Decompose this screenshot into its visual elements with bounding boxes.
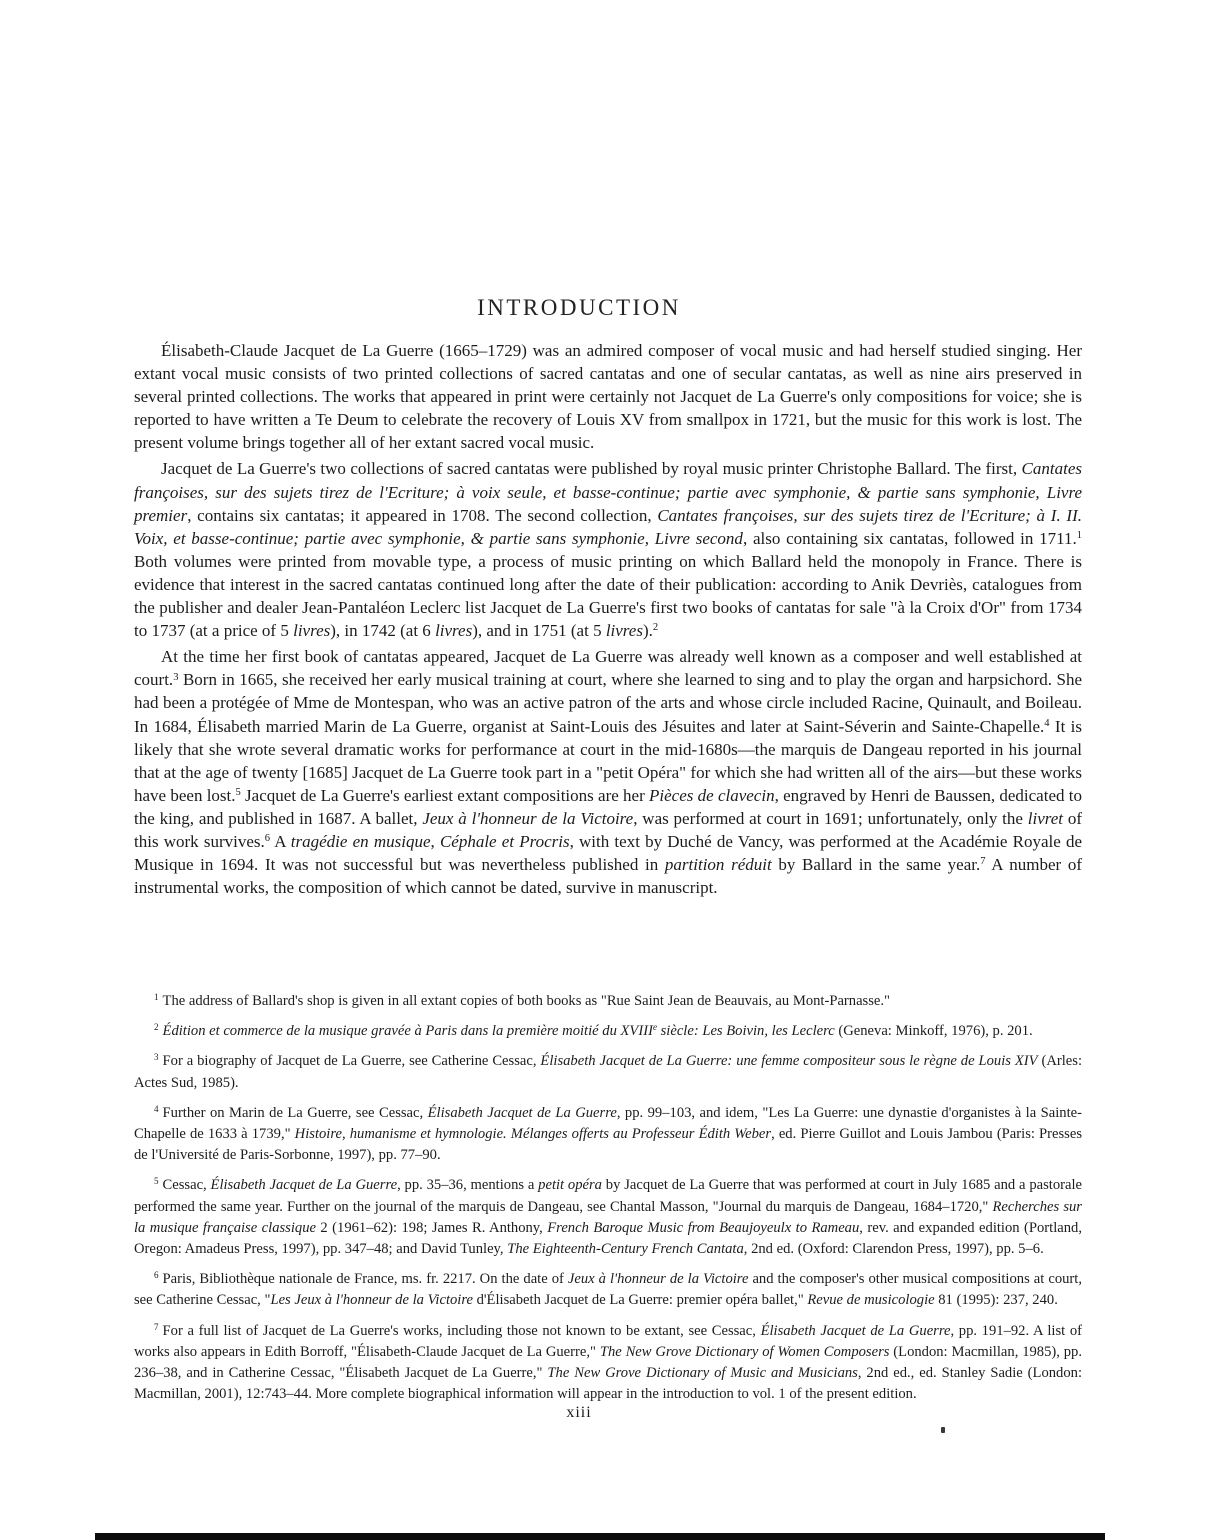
footnote-number: 2 xyxy=(154,1022,159,1033)
text-run: Cessac, xyxy=(162,1177,211,1194)
footnote xyxy=(134,1021,1082,1042)
text-run: For a biography of Jacquet de La Guerre, see Catherine Cessac, xyxy=(162,1053,541,1070)
footnote-ref: 5 xyxy=(235,786,241,798)
text-run: , rev. and expanded edition (Portland, Oregon: Amadeus Press, 1997), pp. 347–48; and David Tunley, xyxy=(134,1219,1082,1258)
text-run: , 2nd ed. (Oxford: Clarendon Press, 1997), pp. 5–6. xyxy=(743,1241,1044,1258)
footnote-number: 4 xyxy=(154,1103,159,1114)
text-run: ), and in 1751 (at 5 xyxy=(472,621,606,641)
text-run: Paris, Bibliothèque nationale de France, ms. fr. 2217. On the date of xyxy=(162,1271,568,1288)
text-run: The address of Ballard's shop is given in all extant copies of both books as "Rue Saint Jean de Beauvais, au Mont-Parnasse." xyxy=(162,993,890,1009)
page-title: INTRODUCTION xyxy=(477,295,681,321)
italic-run: Élisabeth Jacquet de La Guerre xyxy=(427,1104,617,1121)
footnote-number: 1 xyxy=(154,992,159,1003)
body-paragraph xyxy=(134,457,1082,642)
text-run: Élisabeth-Claude Jacquet de La Guerre (1665–1729) was an admired composer of vocal music and had herself studied singing. Her extant vocal music consists of two printed collections of sacred cantatas and one of secular cantatas, as well as nine airs preserved in several printed collections. The works that appeared in print were certainly not Jacquet de La Guerre's only compositions for voice; she is reported to have written a Te Deum to celebrate the recovery of Louis XV from smallpox in 1721, but the music for this work is lost. The present volume brings together all of her extant sacred vocal music. xyxy=(134,341,1082,453)
footnote-number: 6 xyxy=(154,1270,159,1281)
text-run: by Ballard in the same year. xyxy=(771,855,981,875)
text-run: Further on Marin de La Guerre, see Cessac, xyxy=(162,1104,428,1121)
italic-run: Jeux à l'honneur de la Victoire xyxy=(567,1271,749,1288)
footnote-section xyxy=(134,991,1082,1414)
text-run: , was performed at court in 1691; unfortunately, only the xyxy=(633,808,1028,828)
footnote-ref: 6 xyxy=(264,833,271,845)
italic-run: livres xyxy=(605,621,643,641)
text-run: ). xyxy=(642,621,653,641)
italic-run: Les Jeux à l'honneur de la Victoire xyxy=(270,1292,473,1309)
page-number: xiii xyxy=(566,1404,592,1421)
footnote xyxy=(134,1051,1082,1093)
italic-run: Histoire, humanisme et hymnologie. Mélanges offerts au Professeur Édith Weber xyxy=(294,1126,772,1143)
text-run: , pp. 191–92. A list of works also appears in Edith Borroff, "Élisabeth-Claude Jacquet de La Guerre," xyxy=(134,1322,1082,1360)
footnote xyxy=(134,1175,1082,1260)
footnote-ref: 7 xyxy=(980,856,986,868)
text-run: 2 (1961–62): 198; James R. Anthony, xyxy=(315,1219,548,1236)
text-run: Jacquet de La Guerre's two collections of sacred cantatas were published by royal music printer Christophe Ballard. The first, xyxy=(161,459,1022,479)
text-run: of this work survives. xyxy=(134,808,1082,851)
text-run: , contains six cantatas; it appeared in 1708. The second collection, xyxy=(187,505,658,525)
superscript-run xyxy=(653,1022,657,1032)
text-run: , xyxy=(430,831,440,851)
italic-run: petit opéra xyxy=(538,1177,602,1194)
body-text xyxy=(134,339,1082,902)
text-run: Born in 1665, she received her early musical training at court, where she learned to sing and to play the organ and harpsichord. She had been a protégée of Mme de Montespan, who was an active patron of the arts and whose circle included Racine, Quinault, and Boileau. In 1684, Élisabeth married Marin de La Guerre, organist at Saint-Louis des Jésuites and later at Saint-Séverin and Sainte-Chapelle. xyxy=(134,670,1082,736)
footnote xyxy=(134,991,1082,1012)
body-paragraph xyxy=(134,645,1082,899)
italic-run: Pièces de clavecin xyxy=(649,785,775,805)
italic-run: Cantates françoises, sur des sujets tirez de l'Ecriture; à I. II. Voix, et basse-continue; partie avec symphonie, & partie sans symphonie, Livre second xyxy=(134,505,1082,548)
text-run: , also containing six cantatas, followed in 1711. xyxy=(742,528,1077,548)
italic-run: e xyxy=(652,1022,657,1033)
italic-run: Édition et commerce de la musique gravée à Paris dans la première moitié du XVIII xyxy=(162,1023,653,1040)
italic-run: livres xyxy=(293,621,331,641)
text-run: , with text by Duché de Vancy, was performed at the Académie Royale de Musique in 1694. It was not successful but was nevertheless published in xyxy=(134,831,1083,875)
italic-run: The Eighteenth-Century French Cantata xyxy=(507,1241,744,1258)
ink-speck xyxy=(941,1427,945,1433)
italic-run: Jeux à l'honneur de la Victoire xyxy=(422,808,634,828)
text-run: ), in 1742 (at 6 xyxy=(330,621,436,641)
italic-run: French Baroque Music from Beaujoyeulx to Rameau xyxy=(547,1219,860,1236)
italic-run: partition réduit xyxy=(664,855,772,875)
italic-run: livres xyxy=(435,621,473,641)
body-paragraph xyxy=(134,339,1082,454)
footnote-number: 5 xyxy=(154,1176,159,1187)
italic-run: The New Grove Dictionary of Women Composers xyxy=(599,1343,890,1360)
text-run: (London: Macmillan, 1985), pp. 236–38, and in Catherine Cessac, "Élisabeth Jacquet de La Guerre," xyxy=(134,1343,1082,1382)
italic-run: Revue de musicologie xyxy=(807,1292,935,1309)
text-run: , engraved by Henri de Baussen, dedicated to the king, and published in 1687. A ballet, xyxy=(134,785,1082,828)
footnote-number: 7 xyxy=(154,1321,159,1332)
text-run: and the composer's other musical compositions at court, see Catherine Cessac, " xyxy=(134,1271,1082,1309)
text-run: At the time her first book of cantatas appeared, Jacquet de La Guerre was already well known as a composer and well established at court. xyxy=(134,647,1082,690)
text-run: It is likely that she wrote several dramatic works for performance at court in the mid-1680s—the marquis de Dangeau reported in his journal that at the age of twenty [1685] Jacquet de La Guerre took part in a "petit Opéra" for which she had written all of the airs—but these works have been lost. xyxy=(134,716,1082,805)
italic-run: Recherches sur la musique française classique xyxy=(134,1198,1082,1236)
footnote-number: 3 xyxy=(154,1052,159,1063)
italic-run: Céphale et Procris xyxy=(439,831,570,851)
footnote xyxy=(134,1103,1082,1167)
footnote xyxy=(134,1321,1082,1406)
text-run: Jacquet de La Guerre's earliest extant compositions are her xyxy=(240,785,650,805)
italic-run: siècle: Les Boivin, les Leclerc xyxy=(656,1023,835,1040)
footnote-ref: 1 xyxy=(1076,529,1083,541)
text-run: (Arles: Actes Sud, 1985). xyxy=(134,1053,1082,1091)
text-run: A xyxy=(270,831,291,851)
text-run: by Jacquet de La Guerre that was performed at court in July 1685 and a pastorale performed the same year. Further on the journal of the marquis de Dangeau, see Chantal Masson, "Journal du marquis de Dangeau, 1684–1720," xyxy=(134,1177,1082,1215)
italic-run: The New Grove Dictionary of Music and Musicians xyxy=(547,1365,858,1382)
italic-run: livret xyxy=(1027,808,1064,828)
text-run: For a full list of Jacquet de La Guerre's works, including those not known to be extant, see Cessac, xyxy=(162,1322,761,1339)
text-run: , pp. 99–103, and idem, "Les La Guerre: une dynastie d'organistes à la Sainte-Chapelle de 1633 à 1739," xyxy=(134,1104,1082,1143)
text-run: (Geneva: Minkoff, 1976), p. 201. xyxy=(834,1023,1033,1040)
text-run: , ed. Pierre Guillot and Louis Jambou (Paris: Presses de l'Université de Paris-Sorbonne, 1997), pp. 77–90. xyxy=(134,1126,1083,1164)
italic-run: Élisabeth Jacquet de La Guerre xyxy=(210,1177,398,1194)
italic-run: Élisabeth Jacquet de La Guerre xyxy=(760,1322,951,1339)
text-run: Both volumes were printed from movable type, a process of music printing on which Ballard held the monopoly in France. There is evidence that interest in the sacred cantatas continued long after the date of their publication: according to Anik Devriès, catalogues from the publisher and dealer Jean-Pantaléon Leclerc list Jacquet de La Guerre's first two books of cantatas for sale "à la Croix d'Or" from 1734 to 1737 (at a price of 5 xyxy=(134,551,1082,641)
text-run: , pp. 35–36, mentions a xyxy=(397,1177,539,1194)
text-run: , 2nd ed., ed. Stanley Sadie (London: Macmillan, 2001), 12:743–44. More complete biographical information will appear in the introduction to vol. 1 of the present edition. xyxy=(134,1365,1082,1403)
footnote xyxy=(134,1269,1082,1311)
italic-run: Élisabeth Jacquet de La Guerre: une femme compositeur sous le règne de Louis XIV xyxy=(540,1053,1038,1070)
italic-run: Cantates françoises, sur des sujets tirez de l'Ecriture; à voix seule, et basse-continue; partie avec symphonie, & partie sans symphonie, Livre premier xyxy=(134,459,1082,525)
text-run: d'Élisabeth Jacquet de La Guerre: premier opéra ballet," xyxy=(472,1292,808,1309)
footnote-ref: 3 xyxy=(173,671,179,683)
italic-run: tragédie en musique xyxy=(290,831,431,851)
page-bottom-edge-bar xyxy=(95,1533,1105,1540)
text-run: 81 (1995): 237, 240. xyxy=(934,1292,1058,1309)
text-run: A number of instrumental works, the composition of which cannot be dated, survive in manuscript. xyxy=(134,855,1082,898)
footnote-ref: 2 xyxy=(652,622,659,634)
footnote-ref: 4 xyxy=(1044,717,1050,729)
